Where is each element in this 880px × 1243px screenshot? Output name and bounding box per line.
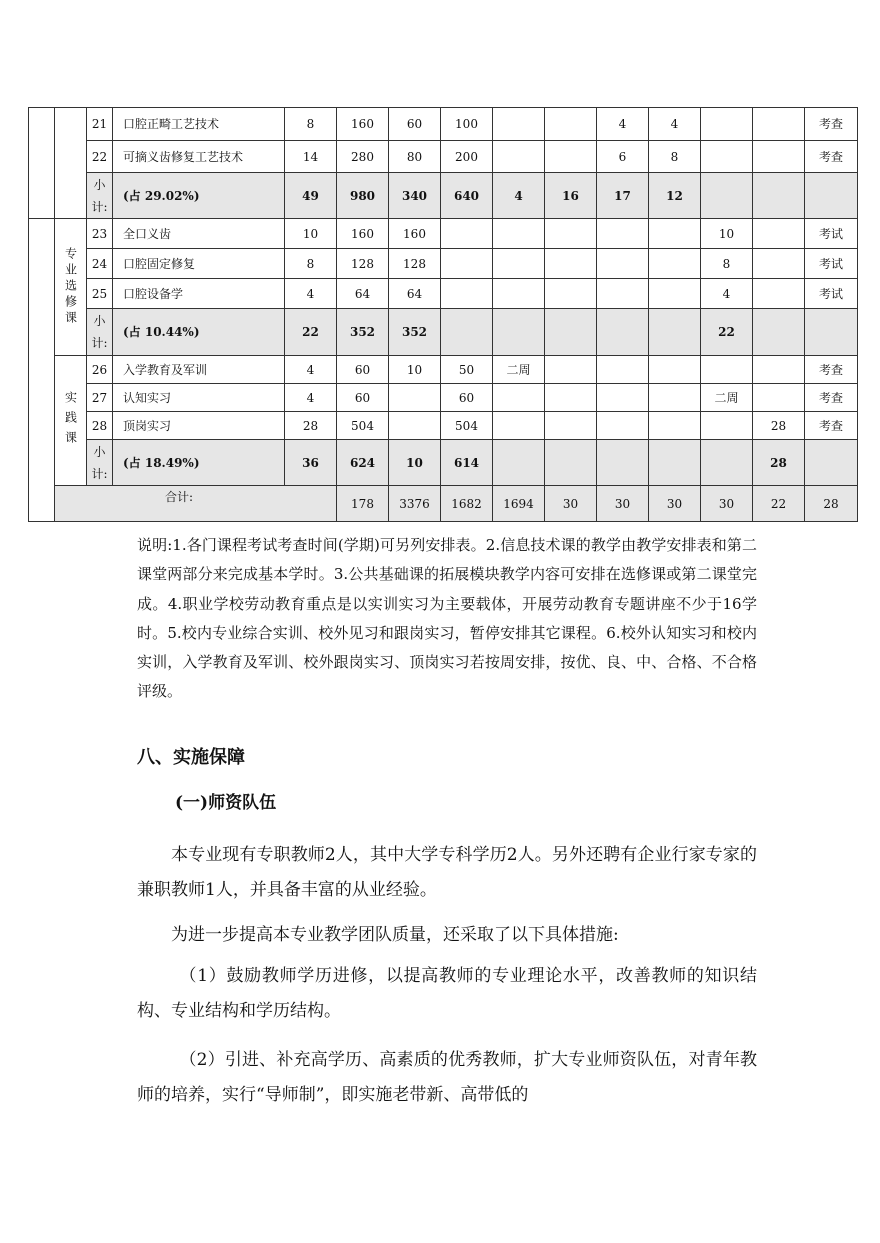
hours-cell: 280 xyxy=(337,141,389,173)
subtotal-semester xyxy=(701,173,753,219)
subtotal-practice xyxy=(441,309,493,356)
credits-cell: 14 xyxy=(285,141,337,173)
subtotal-credits: 36 xyxy=(285,440,337,486)
course-name: 顶岗实习 xyxy=(113,412,285,440)
semester-cell xyxy=(545,356,597,384)
semester-cell xyxy=(649,356,701,384)
subtotal-semester xyxy=(753,309,805,356)
total-semester: 30 xyxy=(597,486,649,522)
subtotal-percent: (占 29.02%) xyxy=(113,173,285,219)
credits-cell: 10 xyxy=(285,219,337,249)
section-heading: 八、实施保障 xyxy=(137,747,245,768)
subtotal-semester: 12 xyxy=(649,173,701,219)
subtotal-hours: 352 xyxy=(337,309,389,356)
semester-cell xyxy=(597,412,649,440)
subtotal-practice: 614 xyxy=(441,440,493,486)
exam-type-cell: 考试 xyxy=(805,249,858,279)
semester-cell: 4 xyxy=(649,108,701,141)
semester-cell xyxy=(649,249,701,279)
total-semester: 30 xyxy=(701,486,753,522)
course-number: 24 xyxy=(87,249,113,279)
hours-cell: 60 xyxy=(337,356,389,384)
semester-cell: 二周 xyxy=(493,356,545,384)
course-number: 21 xyxy=(87,108,113,141)
course-number: 26 xyxy=(87,356,113,384)
subtotal-exam xyxy=(805,440,858,486)
subtotal-semester xyxy=(701,440,753,486)
semester-cell: 10 xyxy=(701,219,753,249)
semester-cell xyxy=(597,279,649,309)
theory-hours-cell xyxy=(389,384,441,412)
credits-cell: 4 xyxy=(285,356,337,384)
practice-hours-cell: 60 xyxy=(441,384,493,412)
theory-hours-cell: 10 xyxy=(389,356,441,384)
category-cell xyxy=(29,108,55,219)
course-name: 口腔正畸工艺技术 xyxy=(113,108,285,141)
subtotal-semester xyxy=(649,440,701,486)
subtotal-theory: 352 xyxy=(389,309,441,356)
semester-cell xyxy=(493,249,545,279)
theory-hours-cell: 60 xyxy=(389,108,441,141)
exam-type-cell: 考查 xyxy=(805,412,858,440)
semester-cell xyxy=(649,384,701,412)
subtotal-semester: 16 xyxy=(545,173,597,219)
table-note: 说明:1.各门课程考试考查时间(学期)可另列安排表。2.信息技术课的教学由教学安排表和第二课堂两部分来完成基本学时。3.公共基础课的拓展模块教学内容可安排在选修课或第二课堂完成。4.职业学校劳动教育重点是以实训实习为主要载体，开展劳动教育专题讲座不少于16学时。5.校内专业综合实训、校外见习和跟岗实习，暂停安排其它课程。6.校外认知实习和校内实训，入学教育及军训、校外跟岗实习、顶岗实习若按周安排，按优、良、中、合格、不合格评级。 xyxy=(137,536,757,701)
table-row xyxy=(29,412,858,440)
semester-cell xyxy=(545,219,597,249)
subtotal-theory: 10 xyxy=(389,440,441,486)
subtotal-semester xyxy=(493,440,545,486)
total-semester: 22 xyxy=(753,486,805,522)
course-name: 可摘义齿修复工艺技术 xyxy=(113,141,285,173)
semester-cell xyxy=(493,219,545,249)
semester-cell: 二周 xyxy=(701,384,753,412)
semester-cell xyxy=(753,141,805,173)
semester-cell: 8 xyxy=(649,141,701,173)
course-name: 认知实习 xyxy=(113,384,285,412)
total-credits: 178 xyxy=(337,486,389,522)
subtotal-row xyxy=(29,173,858,219)
category-practice-label: 实践课 xyxy=(55,356,87,486)
semester-cell xyxy=(649,279,701,309)
subtotal-label: 小计: xyxy=(87,309,113,356)
theory-hours-cell: 80 xyxy=(389,141,441,173)
subtotal-hours: 980 xyxy=(337,173,389,219)
table-row xyxy=(29,249,858,279)
semester-cell xyxy=(753,219,805,249)
semester-cell xyxy=(493,412,545,440)
total-semester: 28 xyxy=(805,486,858,522)
practice-hours-cell xyxy=(441,219,493,249)
hours-cell: 128 xyxy=(337,249,389,279)
course-number: 28 xyxy=(87,412,113,440)
total-theory: 1682 xyxy=(441,486,493,522)
subtotal-label: 小计: xyxy=(87,173,113,219)
exam-type-cell: 考查 xyxy=(805,384,858,412)
table-row xyxy=(29,108,858,141)
semester-cell xyxy=(649,219,701,249)
paragraph: （2）引进、补充高学历、高素质的优秀教师，扩大专业师资队伍，对青年教师的培养，实行“导师制”，即实施老带新、高带低的 xyxy=(137,1050,757,1105)
subtotal-label: 小计: xyxy=(87,440,113,486)
course-number: 23 xyxy=(87,219,113,249)
semester-cell xyxy=(597,249,649,279)
subtotal-row xyxy=(29,440,858,486)
course-number: 22 xyxy=(87,141,113,173)
theory-hours-cell: 160 xyxy=(389,219,441,249)
semester-cell xyxy=(493,141,545,173)
theory-hours-cell: 64 xyxy=(389,279,441,309)
credits-cell: 8 xyxy=(285,249,337,279)
total-semester: 30 xyxy=(545,486,597,522)
theory-hours-cell: 128 xyxy=(389,249,441,279)
subtotal-row xyxy=(29,309,858,356)
hours-cell: 64 xyxy=(337,279,389,309)
subtotal-semester: 28 xyxy=(753,440,805,486)
subtotal-percent: (占 10.44%) xyxy=(113,309,285,356)
semester-cell xyxy=(753,249,805,279)
hours-cell: 60 xyxy=(337,384,389,412)
semester-cell: 8 xyxy=(701,249,753,279)
semester-cell xyxy=(701,108,753,141)
subtotal-semester: 22 xyxy=(701,309,753,356)
table-row xyxy=(29,356,858,384)
course-name: 口腔固定修复 xyxy=(113,249,285,279)
course-schedule-table xyxy=(28,107,858,522)
total-hours: 3376 xyxy=(389,486,441,522)
table-row xyxy=(29,219,858,249)
total-practice: 1694 xyxy=(493,486,545,522)
hours-cell: 160 xyxy=(337,219,389,249)
course-number: 27 xyxy=(87,384,113,412)
theory-hours-cell xyxy=(389,412,441,440)
exam-type-cell: 考查 xyxy=(805,141,858,173)
subtotal-semester xyxy=(545,309,597,356)
semester-cell xyxy=(545,412,597,440)
semester-cell xyxy=(545,141,597,173)
semester-cell xyxy=(753,279,805,309)
semester-cell xyxy=(649,412,701,440)
semester-cell xyxy=(597,219,649,249)
semester-cell xyxy=(545,108,597,141)
category-elective-label: 专业选修课 xyxy=(55,219,87,356)
practice-hours-cell xyxy=(441,249,493,279)
hours-cell: 504 xyxy=(337,412,389,440)
total-label: 合计: xyxy=(55,486,337,522)
semester-cell xyxy=(493,279,545,309)
course-number: 25 xyxy=(87,279,113,309)
subtotal-semester: 17 xyxy=(597,173,649,219)
category-cell xyxy=(55,108,87,219)
subtotal-semester xyxy=(597,309,649,356)
semester-cell xyxy=(701,412,753,440)
paragraph: 本专业现有专职教师2人，其中大学专科学历2人。另外还聘有企业行家专家的兼职教师1人，并具备丰富的从业经验。 xyxy=(137,845,757,900)
subtotal-semester xyxy=(649,309,701,356)
practice-hours-cell xyxy=(441,279,493,309)
subtotal-theory: 340 xyxy=(389,173,441,219)
semester-cell xyxy=(753,384,805,412)
table-row xyxy=(29,384,858,412)
subtotal-hours: 624 xyxy=(337,440,389,486)
semester-cell xyxy=(545,384,597,412)
subtotal-practice: 640 xyxy=(441,173,493,219)
subtotal-exam xyxy=(805,173,858,219)
subtotal-credits: 22 xyxy=(285,309,337,356)
table-row xyxy=(29,141,858,173)
subtotal-semester xyxy=(597,440,649,486)
practice-hours-cell: 100 xyxy=(441,108,493,141)
semester-cell xyxy=(493,384,545,412)
practice-hours-cell: 504 xyxy=(441,412,493,440)
total-row xyxy=(29,486,858,522)
semester-cell xyxy=(545,249,597,279)
subsection-heading: (一)师资队伍 xyxy=(175,793,277,813)
credits-cell: 4 xyxy=(285,384,337,412)
semester-cell xyxy=(597,384,649,412)
practice-hours-cell: 50 xyxy=(441,356,493,384)
exam-type-cell: 考试 xyxy=(805,279,858,309)
subtotal-exam xyxy=(805,309,858,356)
subtotal-semester xyxy=(753,173,805,219)
semester-cell: 4 xyxy=(597,108,649,141)
semester-cell xyxy=(701,141,753,173)
outer-category-cell xyxy=(29,219,55,522)
semester-cell xyxy=(493,108,545,141)
subtotal-credits: 49 xyxy=(285,173,337,219)
subtotal-semester xyxy=(545,440,597,486)
credits-cell: 4 xyxy=(285,279,337,309)
credits-cell: 28 xyxy=(285,412,337,440)
semester-cell xyxy=(701,356,753,384)
semester-cell: 4 xyxy=(701,279,753,309)
paragraph: （1）鼓励教师学历进修，以提高教师的专业理论水平，改善教师的知识结构、专业结构和学历结构。 xyxy=(137,966,757,1021)
practice-hours-cell: 200 xyxy=(441,141,493,173)
semester-cell: 6 xyxy=(597,141,649,173)
paragraph: 为进一步提高本专业教学团队质量，还采取了以下具体措施: xyxy=(171,925,619,945)
semester-cell xyxy=(753,108,805,141)
course-name: 入学教育及军训 xyxy=(113,356,285,384)
table-row xyxy=(29,279,858,309)
subtotal-percent: (占 18.49%) xyxy=(113,440,285,486)
semester-cell: 28 xyxy=(753,412,805,440)
credits-cell: 8 xyxy=(285,108,337,141)
semester-cell xyxy=(545,279,597,309)
exam-type-cell: 考查 xyxy=(805,108,858,141)
exam-type-cell: 考试 xyxy=(805,219,858,249)
semester-cell xyxy=(597,356,649,384)
semester-cell xyxy=(753,356,805,384)
exam-type-cell: 考查 xyxy=(805,356,858,384)
course-name: 口腔设备学 xyxy=(113,279,285,309)
total-semester: 30 xyxy=(649,486,701,522)
subtotal-semester: 4 xyxy=(493,173,545,219)
subtotal-semester xyxy=(493,309,545,356)
course-name: 全口义齿 xyxy=(113,219,285,249)
hours-cell: 160 xyxy=(337,108,389,141)
